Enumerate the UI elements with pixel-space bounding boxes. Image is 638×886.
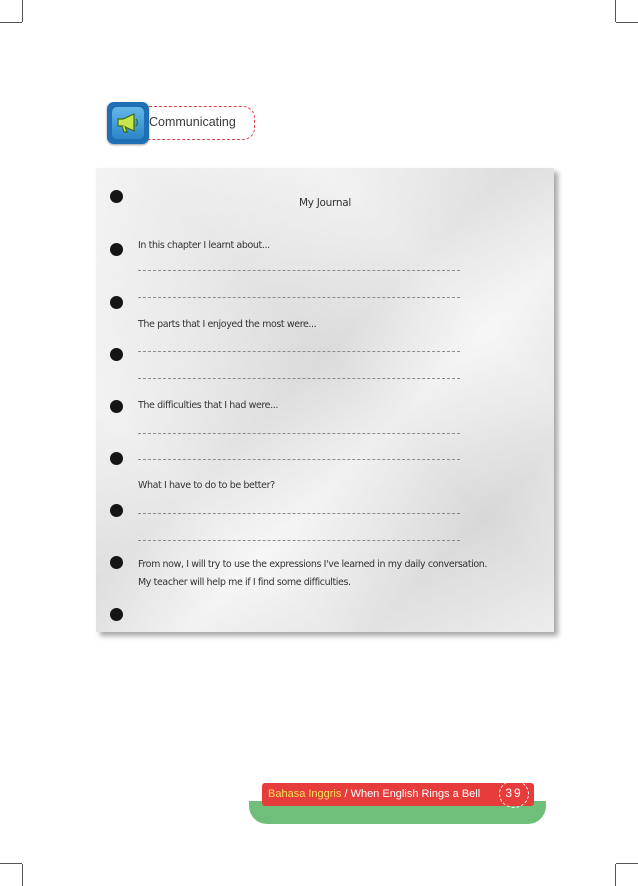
journal-closing-line: My teacher will help me if I find some difficulties. <box>138 577 351 588</box>
footer-separator: / <box>341 788 351 800</box>
binder-hole <box>110 556 123 569</box>
journal-prompt: The difficulties that I had were... <box>138 400 278 411</box>
writing-line[interactable] <box>138 378 460 379</box>
binder-hole <box>110 243 123 256</box>
section-badge <box>107 102 257 144</box>
binder-hole <box>110 608 123 621</box>
crop-mark <box>22 0 23 22</box>
binder-hole <box>110 348 123 361</box>
footer-running-title <box>268 788 480 800</box>
binder-hole <box>110 504 123 517</box>
crop-mark <box>616 863 638 864</box>
journal-title: My Journal <box>299 197 351 209</box>
journal-closing-line: From now, I will try to use the expressions I've learned in my daily conversation. <box>138 559 488 570</box>
section-label: Communicating <box>149 115 236 129</box>
writing-line[interactable] <box>138 459 460 460</box>
binder-hole <box>110 296 123 309</box>
crop-mark <box>615 0 616 22</box>
megaphone-icon <box>107 102 149 144</box>
page-number: 39 <box>499 780 529 808</box>
binder-hole <box>110 400 123 413</box>
crop-mark <box>0 863 22 864</box>
writing-line[interactable] <box>138 540 460 541</box>
footer-subject: Bahasa Inggris <box>268 788 342 800</box>
writing-line[interactable] <box>138 297 460 298</box>
writing-line[interactable] <box>138 513 460 514</box>
journal-prompt: What I have to do to be better? <box>138 480 275 491</box>
crop-mark <box>616 22 638 23</box>
crop-mark <box>615 864 616 886</box>
journal-paper <box>96 168 554 632</box>
journal-prompt: The parts that I enjoyed the most were... <box>138 319 317 330</box>
journal-prompt: In this chapter I learnt about... <box>138 240 270 251</box>
writing-line[interactable] <box>138 351 460 352</box>
crop-mark <box>22 864 23 886</box>
crop-mark <box>0 22 22 23</box>
writing-line[interactable] <box>138 433 460 434</box>
binder-hole <box>110 452 123 465</box>
writing-line[interactable] <box>138 270 460 271</box>
footer-book-title: When English Rings a Bell <box>350 788 481 800</box>
